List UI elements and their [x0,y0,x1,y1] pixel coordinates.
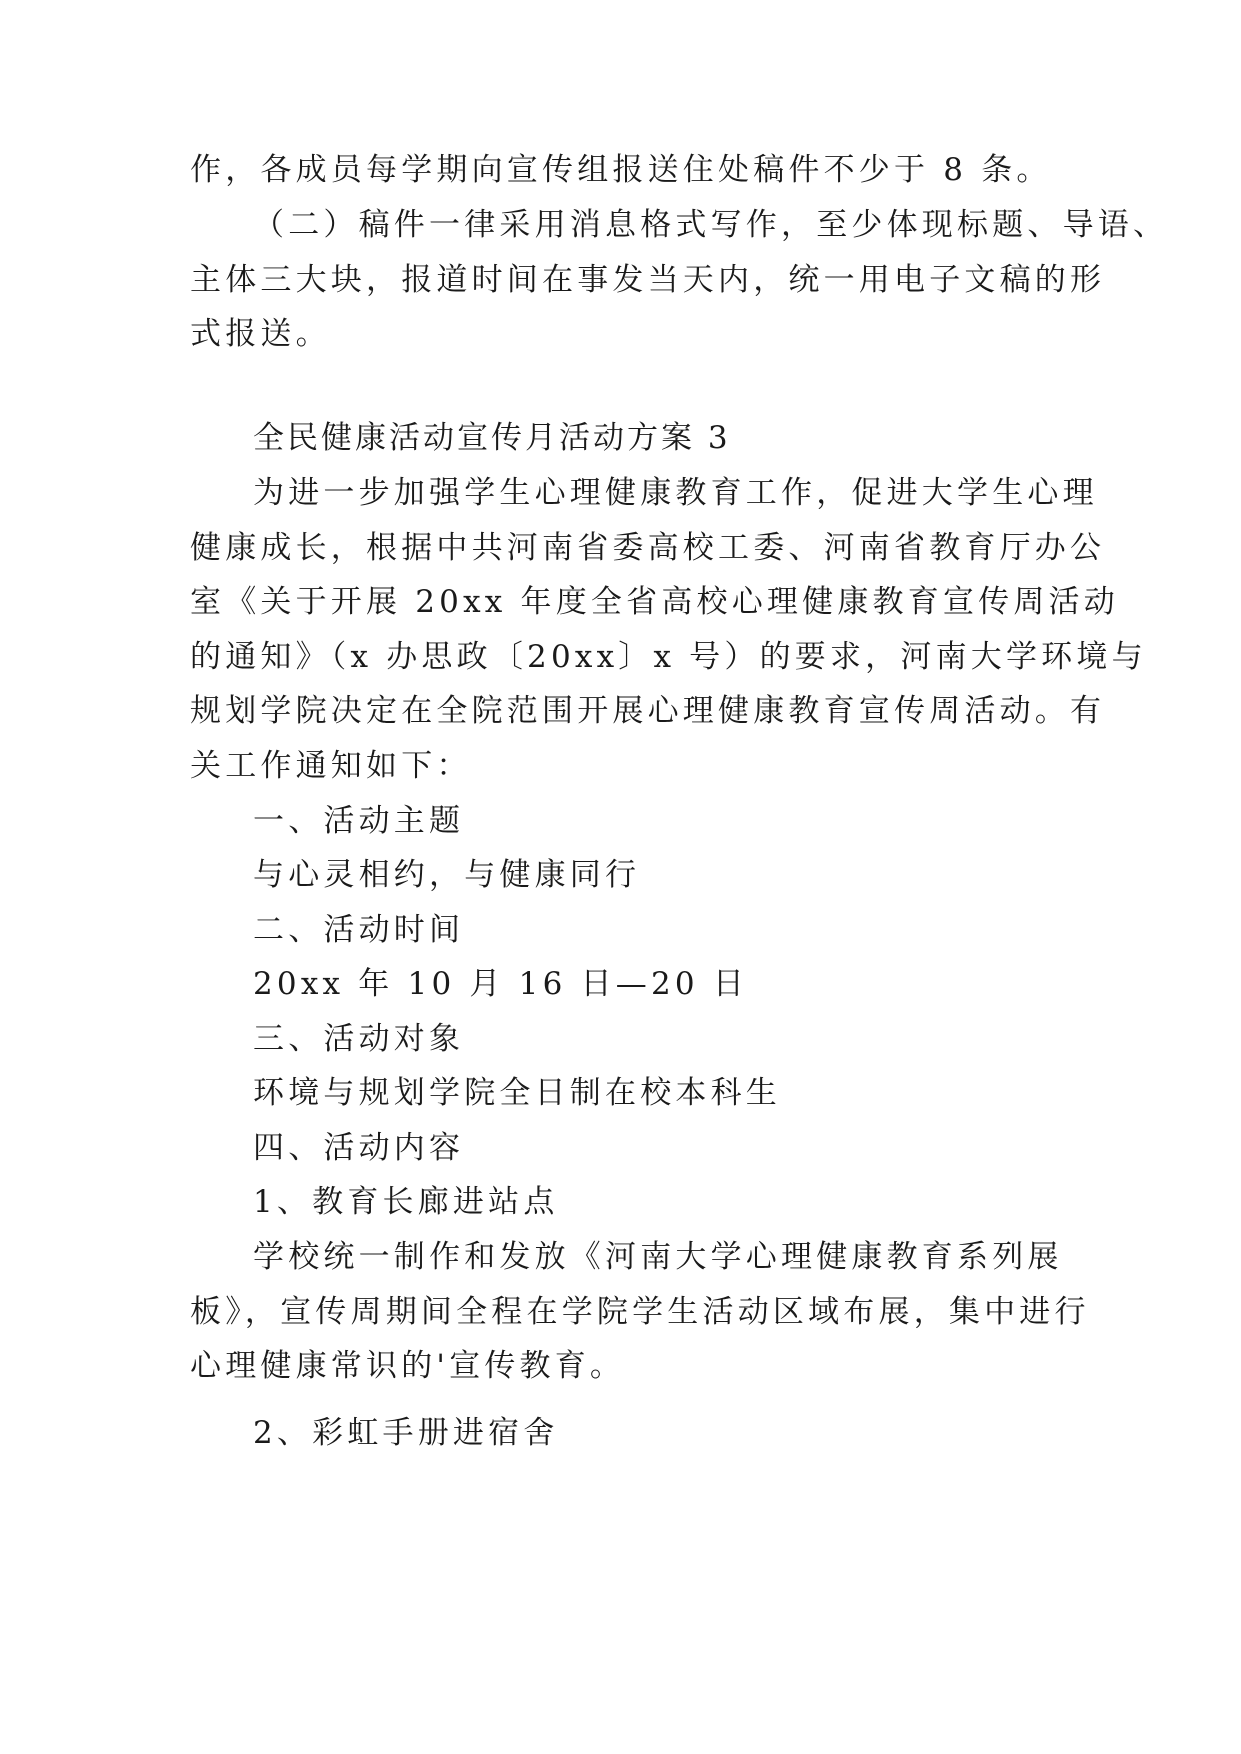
list-item: 2、彩虹手册进宿舍 [253,1415,559,1451]
list-item: 二、活动时间 [253,912,465,948]
intro-line: 关工作通知如下： [190,748,472,784]
list-item: 20xx 年 10 月 16 日—20 日 [253,966,749,1002]
paragraph-line: 式报送。 [190,316,331,352]
intro-line: 室《关于开展 20xx 年度全省高校心理健康教育宣传周活动 [190,584,1119,620]
list-item: 与心灵相约，与健康同行 [253,857,641,893]
intro-line: 的通知》（x 办思政〔20xx〕x 号）的要求，河南大学环境与 [190,639,1147,675]
intro-line: 规划学院决定在全院范围开展心理健康教育宣传周活动。有 [190,693,1106,729]
list-item: 1、教育长廊进站点 [253,1184,559,1220]
section-title: 全民健康活动宣传月活动方案 3 [253,420,731,456]
intro-line: 健康成长，根据中共河南省委高校工委、河南省教育厅办公 [190,530,1106,566]
intro-line: 为进一步加强学生心理健康教育工作，促进大学生心理 [253,475,1098,511]
list-item: 一、活动主题 [253,803,465,839]
paragraph-line: 主体三大块，报道时间在事发当天内，统一用电子文稿的形 [190,262,1106,298]
list-item: 环境与规划学院全日制在校本科生 [253,1075,781,1111]
content-line: 板》，宣传周期间全程在学院学生活动区域布展，集中进行 [190,1294,1090,1330]
list-item: 四、活动内容 [253,1130,465,1166]
content-line: 学校统一制作和发放《河南大学心理健康教育系列展 [253,1239,1063,1275]
paragraph-line: （二）稿件一律采用消息格式写作，至少体现标题、导语、 [253,207,1169,243]
content-line: 心理健康常识的'宣传教育。 [190,1348,626,1384]
paragraph-line: 作，各成员每学期向宣传组报送住处稿件不少于 8 条。 [190,152,1052,188]
list-item: 三、活动对象 [253,1021,465,1057]
